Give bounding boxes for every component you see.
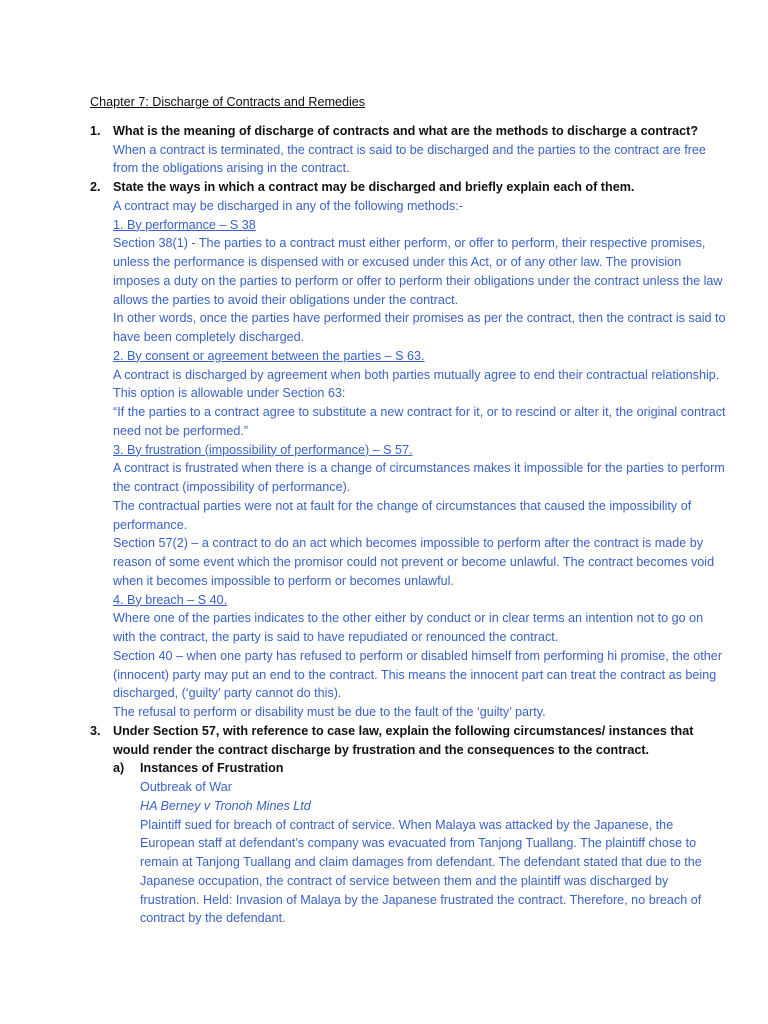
question-2	[90, 178, 728, 722]
case-text: Plaintiff sued for breach of contract of service. When Malaya was attacked by the Japanese, the European staff at defendant’s company was evacuated from Tanjong Tuallang. The plaintiff chose to remain at Tanjong Tuallang and claim damages from defendant. The defendant stated that due to the Japanese occupation, the contract of service between them and the plaintiff was discharged by frustration. Held: Invasion of Malaya by the Japanese frustrated the contract. Therefore, no breach of contract by the defendant.	[140, 817, 702, 926]
question-number: 3.	[90, 723, 101, 738]
chapter-title: Chapter 7: Discharge of Contracts and Remedies	[90, 95, 366, 109]
method-text: Section 57(2) – a contract to do an act which becomes impossible to perform after the contract is made by reason of some event which the promisor could not prevent or become unlawful. The contract becomes void when it becomes impossible to perform or becomes unlawful.	[113, 536, 715, 588]
question-text: What is the meaning of discharge of contracts and what are the methods to discharge a contract?	[113, 123, 699, 138]
method-text: A contract is frustrated when there is a change of circumstances makes it impossible for the parties to perform the contract (impossibility of performance).	[113, 461, 725, 494]
question-text: Under Section 57, with reference to case law, explain the following circumstances/ instances that would render the contract discharge by frustration and the consequences to the contract.	[113, 723, 694, 757]
case-name: HA Berney v Tronoh Mines Ltd	[140, 798, 311, 813]
instance-topic: Outbreak of War	[140, 780, 232, 794]
method-text: The refusal to perform or disability must be due to the fault of the ‘guilty’ party.	[113, 705, 546, 719]
question-1	[90, 122, 728, 178]
answer-block	[113, 197, 728, 722]
sub-question-title: Instances of Frustration	[140, 761, 284, 776]
method-text: Section 38(1) - The parties to a contract must either perform, or offer to perform, their respective promises, unless the performance is dispensed with or excused under this Act, or of any other law. The provision imposes a duty on the parties to perform or offer to perform their obligations under the contract unless the law allows the parties to avoid their obligations under the contract.	[113, 236, 723, 307]
question-3	[90, 722, 728, 928]
method-text: The contractual parties were not at fault for the change of circumstances that caused the impossibility of performance.	[113, 498, 692, 532]
answer-block	[140, 778, 728, 928]
method-text: In other words, once the parties have performed their promises as per the contract, then the contract is said to have been completely discharged.	[113, 311, 726, 344]
answer-text: When a contract is terminated, the contract is said to be discharged and the parties to the contract are free from the obligations arising in the contract.	[113, 142, 706, 176]
question-text: State the ways in which a contract may be discharged and briefly explain each of them.	[113, 180, 635, 194]
sub-question-number: a)	[113, 761, 125, 776]
method-heading-breach: 4. By breach – S 40.	[113, 592, 228, 607]
answer-intro: A contract may be discharged in any of the following methods:-	[113, 198, 464, 213]
method-text: “If the parties to a contract agree to substitute a new contract for it, or to rescind or alter it, the original contract need not be performed.”	[113, 405, 726, 438]
question-number: 2.	[90, 180, 101, 194]
answer-block	[113, 141, 728, 179]
method-heading-frustration: 3. By frustration (impossibility of performance) – S 57.	[113, 442, 413, 457]
sub-question-a	[113, 759, 728, 928]
method-text: A contract is discharged by agreement when both parties mutually agree to end their contractual relationship. This option is allowable under Section 63:	[113, 367, 720, 401]
question-number: 1.	[90, 123, 101, 138]
method-heading-consent: 2. By consent or agreement between the parties – S 63.	[113, 348, 425, 363]
method-heading-performance: 1. By performance – S 38	[113, 217, 256, 232]
method-text: Where one of the parties indicates to the other either by conduct or in clear terms an intention not to go on with the contract, the party is said to have repudiated or renounced the contract.	[113, 611, 704, 644]
method-text: Section 40 – when one party has refused to perform or disabled himself from performing hi promise, the other (innocent) party may put an end to the contract. This means the innocent part can treat the contract as being discharged, (‘guilty’ party cannot do this).	[113, 648, 723, 701]
